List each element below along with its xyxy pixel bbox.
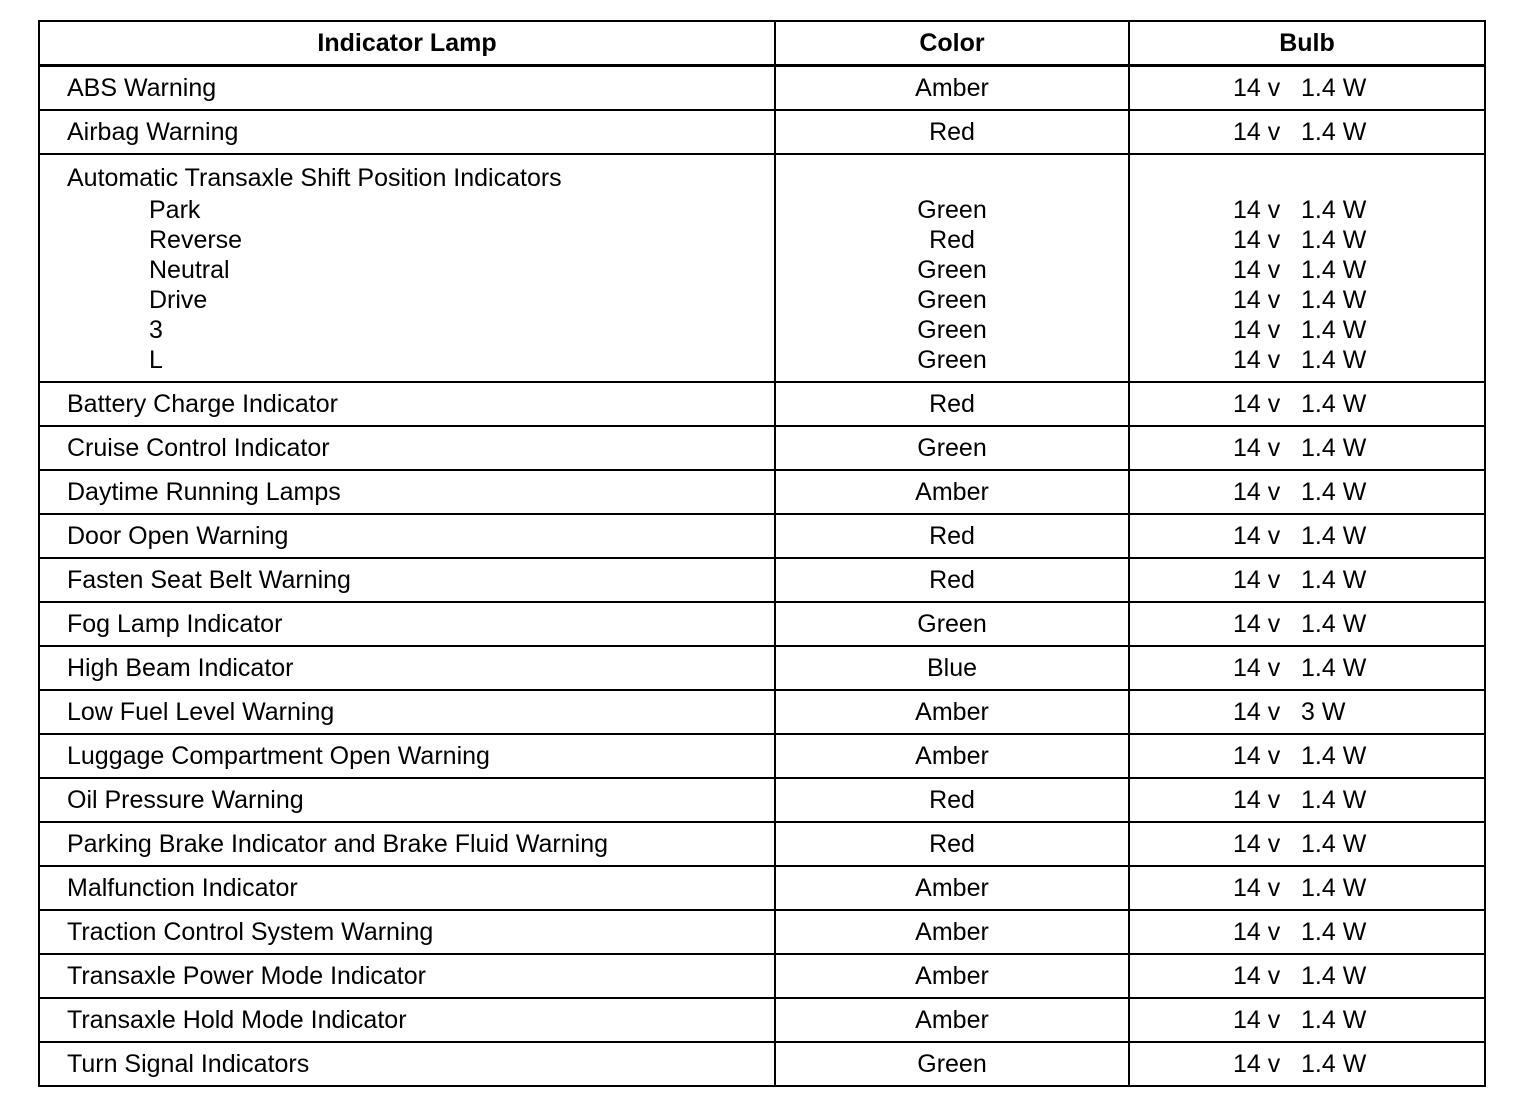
lamp-name-cell: Malfunction Indicator bbox=[39, 866, 775, 910]
table-row-group bbox=[39, 154, 1485, 382]
lamp-bulb-cell bbox=[1129, 110, 1485, 154]
table-row bbox=[39, 778, 1485, 822]
group-item-color: Green bbox=[917, 316, 987, 344]
lamp-color-cell: Amber bbox=[775, 734, 1129, 778]
header-color: Color bbox=[775, 21, 1129, 66]
bulb-wattage: 3 W bbox=[1301, 698, 1346, 726]
bulb-wattage: 1.4 W bbox=[1301, 566, 1367, 594]
lamp-bulb-cell bbox=[1129, 910, 1485, 954]
bulb-wattage: 1.4 W bbox=[1301, 256, 1367, 284]
bulb-voltage: 14 v bbox=[1233, 654, 1281, 682]
lamp-bulb-cell bbox=[1129, 470, 1485, 514]
lamp-color-cell: Amber bbox=[775, 998, 1129, 1042]
bulb-voltage: 14 v bbox=[1233, 434, 1281, 462]
lamp-name-cell: Daytime Running Lamps bbox=[39, 470, 775, 514]
lamp-bulb-cell bbox=[1129, 426, 1485, 470]
indicator-lamp-table bbox=[38, 20, 1486, 1087]
group-item-name: L bbox=[149, 346, 163, 374]
header-bulb: Bulb bbox=[1129, 21, 1485, 66]
group-item-color: Green bbox=[917, 256, 987, 284]
lamp-name-cell: Door Open Warning bbox=[39, 514, 775, 558]
lamp-color-cell: Red bbox=[775, 778, 1129, 822]
table-row bbox=[39, 822, 1485, 866]
bulb-voltage: 14 v bbox=[1233, 830, 1281, 858]
lamp-name-cell: Transaxle Power Mode Indicator bbox=[39, 954, 775, 998]
bulb-wattage: 1.4 W bbox=[1301, 830, 1367, 858]
lamp-color-cell: Red bbox=[775, 514, 1129, 558]
table-row bbox=[39, 1042, 1485, 1086]
bulb-wattage: 1.4 W bbox=[1301, 316, 1367, 344]
bulb-voltage: 14 v bbox=[1233, 742, 1281, 770]
bulb-wattage: 1.4 W bbox=[1301, 74, 1367, 102]
lamp-bulb-cell bbox=[1129, 602, 1485, 646]
lamp-color-cell: Amber bbox=[775, 66, 1129, 111]
group-color-cell bbox=[775, 154, 1129, 382]
lamp-color-cell: Red bbox=[775, 382, 1129, 426]
bulb-voltage: 14 v bbox=[1233, 226, 1281, 254]
lamp-bulb-cell bbox=[1129, 822, 1485, 866]
lamp-name-cell: ABS Warning bbox=[39, 66, 775, 111]
group-sub-list bbox=[67, 195, 774, 375]
bulb-voltage: 14 v bbox=[1233, 286, 1281, 314]
group-item-name: Park bbox=[149, 196, 201, 224]
lamp-color-cell: Amber bbox=[775, 954, 1129, 998]
lamp-name-cell: Transaxle Hold Mode Indicator bbox=[39, 998, 775, 1042]
table-body bbox=[39, 66, 1485, 1087]
group-item-bulb bbox=[1130, 315, 1484, 345]
lamp-name-cell: Battery Charge Indicator bbox=[39, 382, 775, 426]
table-row bbox=[39, 514, 1485, 558]
bulb-voltage: 14 v bbox=[1233, 390, 1281, 418]
bulb-wattage: 1.4 W bbox=[1301, 434, 1367, 462]
group-item-color: Green bbox=[917, 346, 987, 374]
bulb-voltage: 14 v bbox=[1233, 478, 1281, 506]
bulb-voltage: 14 v bbox=[1233, 256, 1281, 284]
bulb-wattage: 1.4 W bbox=[1301, 1050, 1367, 1078]
table-row bbox=[39, 558, 1485, 602]
table-row bbox=[39, 426, 1485, 470]
table-row bbox=[39, 866, 1485, 910]
lamp-color-cell: Red bbox=[775, 822, 1129, 866]
lamp-bulb-cell bbox=[1129, 1042, 1485, 1086]
lamp-color-cell: Amber bbox=[775, 910, 1129, 954]
group-item-bulb bbox=[1130, 255, 1484, 285]
spacer bbox=[1130, 161, 1484, 195]
bulb-voltage: 14 v bbox=[1233, 962, 1281, 990]
lamp-bulb-cell bbox=[1129, 382, 1485, 426]
bulb-wattage: 1.4 W bbox=[1301, 1006, 1367, 1034]
bulb-wattage: 1.4 W bbox=[1301, 286, 1367, 314]
lamp-name-cell: Turn Signal Indicators bbox=[39, 1042, 775, 1086]
bulb-voltage: 14 v bbox=[1233, 786, 1281, 814]
table-row bbox=[39, 734, 1485, 778]
lamp-name-cell: Cruise Control Indicator bbox=[39, 426, 775, 470]
group-item-color: Green bbox=[917, 196, 987, 224]
header-indicator-lamp: Indicator Lamp bbox=[39, 21, 775, 66]
bulb-wattage: 1.4 W bbox=[1301, 962, 1367, 990]
table-row bbox=[39, 470, 1485, 514]
table-row bbox=[39, 66, 1485, 111]
table-row bbox=[39, 690, 1485, 734]
table-row bbox=[39, 382, 1485, 426]
lamp-color-cell: Red bbox=[775, 110, 1129, 154]
group-item-bulb bbox=[1130, 285, 1484, 315]
group-item-bulb bbox=[1130, 225, 1484, 255]
lamp-name-cell: Luggage Compartment Open Warning bbox=[39, 734, 775, 778]
bulb-voltage: 14 v bbox=[1233, 522, 1281, 550]
bulb-voltage: 14 v bbox=[1233, 566, 1281, 594]
lamp-color-cell: Amber bbox=[775, 866, 1129, 910]
lamp-color-cell: Blue bbox=[775, 646, 1129, 690]
lamp-color-cell: Amber bbox=[775, 690, 1129, 734]
bulb-voltage: 14 v bbox=[1233, 698, 1281, 726]
bulb-voltage: 14 v bbox=[1233, 1050, 1281, 1078]
group-item-color: Green bbox=[917, 286, 987, 314]
lamp-bulb-cell bbox=[1129, 514, 1485, 558]
bulb-voltage: 14 v bbox=[1233, 610, 1281, 638]
table-row bbox=[39, 998, 1485, 1042]
bulb-wattage: 1.4 W bbox=[1301, 226, 1367, 254]
group-item-bulb bbox=[1130, 345, 1484, 375]
bulb-wattage: 1.4 W bbox=[1301, 874, 1367, 902]
bulb-wattage: 1.4 W bbox=[1301, 478, 1367, 506]
lamp-bulb-cell bbox=[1129, 690, 1485, 734]
bulb-voltage: 14 v bbox=[1233, 346, 1281, 374]
table-row bbox=[39, 646, 1485, 690]
group-name-cell bbox=[39, 154, 775, 382]
bulb-wattage: 1.4 W bbox=[1301, 522, 1367, 550]
lamp-bulb-cell bbox=[1129, 954, 1485, 998]
group-title: Automatic Transaxle Shift Position Indicators bbox=[67, 164, 562, 192]
table-header-row bbox=[39, 21, 1485, 66]
group-item-name: 3 bbox=[149, 316, 163, 344]
bulb-voltage: 14 v bbox=[1233, 118, 1281, 146]
bulb-voltage: 14 v bbox=[1233, 1006, 1281, 1034]
table-row bbox=[39, 602, 1485, 646]
lamp-bulb-cell bbox=[1129, 866, 1485, 910]
lamp-name-cell: Traction Control System Warning bbox=[39, 910, 775, 954]
bulb-wattage: 1.4 W bbox=[1301, 118, 1367, 146]
bulb-voltage: 14 v bbox=[1233, 316, 1281, 344]
table-row bbox=[39, 954, 1485, 998]
lamp-color-cell: Green bbox=[775, 1042, 1129, 1086]
bulb-wattage: 1.4 W bbox=[1301, 786, 1367, 814]
lamp-color-cell: Green bbox=[775, 602, 1129, 646]
lamp-bulb-cell bbox=[1129, 778, 1485, 822]
lamp-color-cell: Red bbox=[775, 558, 1129, 602]
lamp-name-cell: High Beam Indicator bbox=[39, 646, 775, 690]
bulb-voltage: 14 v bbox=[1233, 874, 1281, 902]
group-item-name: Reverse bbox=[149, 226, 243, 254]
table-row bbox=[39, 110, 1485, 154]
bulb-wattage: 1.4 W bbox=[1301, 742, 1367, 770]
bulb-voltage: 14 v bbox=[1233, 918, 1281, 946]
spacer bbox=[776, 161, 1128, 195]
lamp-bulb-cell bbox=[1129, 646, 1485, 690]
lamp-color-cell: Amber bbox=[775, 470, 1129, 514]
bulb-wattage: 1.4 W bbox=[1301, 196, 1367, 224]
lamp-name-cell: Fog Lamp Indicator bbox=[39, 602, 775, 646]
group-item-name: Neutral bbox=[149, 256, 230, 284]
group-item-name: Drive bbox=[149, 286, 208, 314]
group-item-color: Red bbox=[929, 226, 975, 254]
lamp-name-cell: Oil Pressure Warning bbox=[39, 778, 775, 822]
lamp-bulb-cell bbox=[1129, 998, 1485, 1042]
bulb-wattage: 1.4 W bbox=[1301, 918, 1367, 946]
lamp-name-cell: Parking Brake Indicator and Brake Fluid Warning bbox=[39, 822, 775, 866]
bulb-voltage: 14 v bbox=[1233, 196, 1281, 224]
lamp-bulb-cell bbox=[1129, 734, 1485, 778]
group-item-bulb bbox=[1130, 195, 1484, 225]
lamp-bulb-cell bbox=[1129, 66, 1485, 111]
bulb-wattage: 1.4 W bbox=[1301, 390, 1367, 418]
bulb-wattage: 1.4 W bbox=[1301, 346, 1367, 374]
group-bulb-cell bbox=[1129, 154, 1485, 382]
bulb-voltage: 14 v bbox=[1233, 74, 1281, 102]
lamp-name-cell: Low Fuel Level Warning bbox=[39, 690, 775, 734]
lamp-bulb-cell bbox=[1129, 558, 1485, 602]
lamp-color-cell: Green bbox=[775, 426, 1129, 470]
bulb-wattage: 1.4 W bbox=[1301, 610, 1367, 638]
table-row bbox=[39, 910, 1485, 954]
lamp-name-cell: Fasten Seat Belt Warning bbox=[39, 558, 775, 602]
lamp-name-cell: Airbag Warning bbox=[39, 110, 775, 154]
bulb-wattage: 1.4 W bbox=[1301, 654, 1367, 682]
